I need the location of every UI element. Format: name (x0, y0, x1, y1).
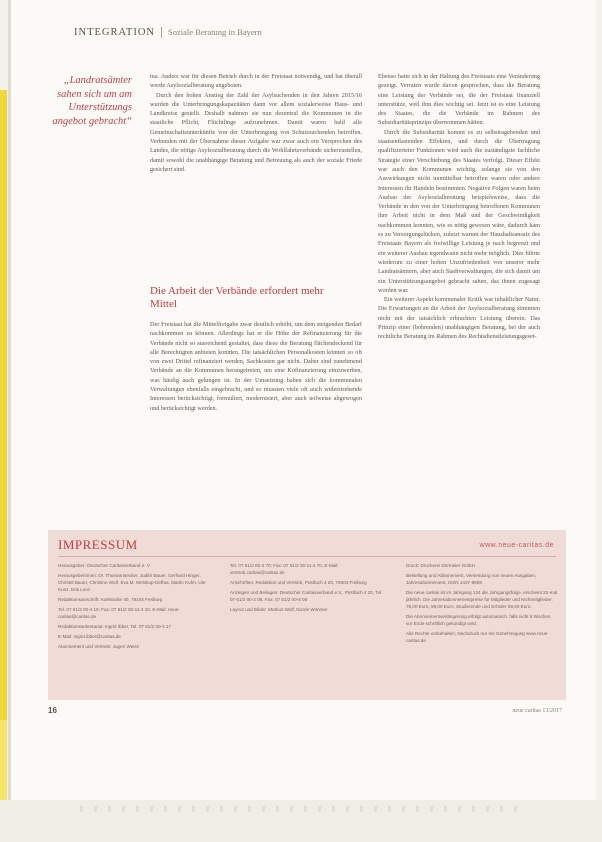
issue-label: neue caritas 13/2017 (512, 708, 562, 714)
impressum-line: Alle Rechte vorbehalten; Nachdruck nur mit Genehmigung www.neue-caritas.de (406, 631, 549, 643)
article-paragraph: Der Freistaat hat die Mittelfreigabe zwar deutlich erhöht, um dem steigenden Bedarf nachkommen zu können. Allerdings hat er die Höhe der Refinanzierung für die Verbände nicht so ausreichend gestaltet, dass diese die Beratung flächendeckend für alle Berechtigten anbieten konnten. Die tatsächlichen Personalkosten können so oft von zwei Drittel refinanziert werden, Sachkosten gar nicht. Daher sind zunehmend Verbände an die Kommunen herangetreten, um eine Kofinanzierung einzuwerben, was häufig auch gelungen ist. In der Umsetzung haben sich die kommunalen Verwaltungen ebenfalls eingebracht, und so mussten viele oft auch widerstrebende Interessen berücksichtigt, formuliert, modernisiert, aber auch teilweise abgewogen und berücksichtigt werden. (150, 321, 362, 412)
article-column-right (378, 72, 540, 342)
impressum-line: Redaktionsanschrift: Karlstraße 40, 79104 Freiburg (58, 597, 163, 602)
article-paragraph: Ebenso hatte sich in der Haltung des Freistaats eine Veränderung gezeigt. Verraten wurde davon gesprochen, dass die Beratung eine Leistung der Verbände sei, die der Freistaat finanziell unterstütze, weil ihm dies wichtig sei. Jetzt ist es eine Leistung des Staates, die die Verbände im Rahmen des Subsidiaritätsprinzips übernommen hätten. (378, 73, 540, 127)
impressum-divider (58, 556, 556, 557)
impressum-line: Abonnement und Vertrieb: Jugen Weiss (58, 644, 139, 649)
section-subtitle: Soziale Beratung in Bayern (168, 27, 262, 37)
impressum-line: Druck: Druckerei Dürmeier GmbH (406, 563, 475, 568)
impressum-line: Tel. 07 61/2 00-4 70; Fax: 07 61/2 00-11-4 70, E-Mail: vertrieb.caritas@caritas.de (230, 563, 339, 575)
impressum-line: Tel. 07 61/2 00-4 10; Fax: 07 61/2 00-11-4 10, E-Mail: neue-caritas@caritas.de (58, 607, 180, 619)
impressum-title: IMPRESSUM (58, 537, 138, 552)
scan-artifact (80, 806, 520, 812)
page-header (74, 24, 262, 40)
article-paragraph: Durch den hohen Anstieg der Zahl der Asylsuchenden in den Jahren 2015/16 wurden die Unterbringungskapazitäten dann vor allem sozialerweise Haus- und Landkreise gestellt. Deshalb nahmen sie nun dezentral die Kommunen in die staatliche Pflicht, Flüchtlinge aufzunehmen. Damit waren bald alle Gemeinschaftsunterkünfte von der Unterbringung von Schutzsuchenden betroffen. Verbunden mit der Übernahme dieser Aufgabe war zwar auch ein Versprechen des Landes, die nötige Asylsozialberatung durch die Wohlfahrtsverbände sicherzustellen, damit sowohl die unabhängige Beratung und Betreuung als auch der soziale Friede gesichert sind. (150, 91, 362, 173)
impressum-line: Herausgeberinnen: Dr. Thomas Becker, Judith Bauer, Gerhard Hinger, Christel Bauer, Christine Wolf, Eva M. Welskop-Deffaa, Martin Kuhn, Ute Kunz, Erik Lenz (58, 573, 206, 592)
impressum-line: Die neue caritas ist im Jahrgang 124 die Jahrgangsfolge, erscheint 22-mal jährlich. Die Jahresabonnementpreise für Mitglieder und Nichtmitglieder: 78,00 Euro, 98,00 Euro, Studierende und Schüler 59,00 Euro. (406, 590, 558, 609)
article-paragraph: Durch die Subsidiarität kommt es zu selbstragebenden und staatsentlastenden Effekten, und durch die Übertragung qualifizierteter Funktionen wird auch die zuständigste fachliche Strategie einer Verschiebung des Staates verfolgt. Dieser Effekt war auch den Kommunen wichtig, solange sie von den Auswirkungen nicht unmittelbar betroffen waren oder andere Interessen ihr Handeln bestimmten. Negative Folgen waren beim Ausbau der Asylsozialberatung beispielsweise, dass die Verbände in den von der Unterbringung betroffenen Kommunen ihre Arbeit nicht in dem Maß und der Geschwindigkeit nachkommen konnten, wie es nötig gewesen wäre, dadurch kam es zu Versorgungslücken, zuletzt warum der Haushaltsansatz des Freistaats Bayern als freiwillige Leistung je nach begrenzt und ein weiterer Ausbau irgendwann nicht mehr möglich. Dies führte wiederum zu einer hohen Unzufriedenheit von unserer mehr Landratsämtern, aber auch Stadtverwaltungen, die sich damit um ein Unterstützungsangebot gebracht sahen, das ihnen zugesagt worden war. (378, 128, 540, 294)
impressum-column-2 (230, 562, 388, 616)
page-number: 16 (48, 706, 57, 715)
impressum-line: Herausgeber: Deutscher Caritasverband e. V. (58, 563, 151, 568)
impressum-line: Die Abonnementverlängerung erfolgt automatisch, falls nicht 6 Wochen vor Ende schriftlich gekündigt wird. (406, 614, 551, 626)
impressum-line: Bestellung und Abbonement, Versendung von neuen Ausgaben, Jahresabonnement, ISSN 1437-9959 (406, 573, 537, 585)
impressum-line: Layout und Bilder: Markus Wolf, Nicole Wimmer (230, 607, 328, 612)
impressum-box (48, 530, 566, 700)
article-column-left-upper (150, 72, 362, 174)
impressum-column-1 (58, 562, 216, 653)
pull-quote: „Landratsämter sahen sich um am Unterstützungs angebot gebracht“ (52, 75, 132, 127)
page-edge-shadow (8, 0, 11, 800)
impressum-column-3 (406, 562, 558, 647)
article-paragraph: ma. Anders war für diesen Betrieb durch in der Freistaat notwendig, und hat überall werde Asylsozialberatung angeboten. (150, 73, 362, 90)
section-title: INTEGRATION (74, 26, 155, 38)
impressum-line: Anschriften: Redaktion und Vertrieb, Postfach 4 20, 79004 Freiburg (230, 580, 367, 585)
binding-strip (0, 90, 7, 790)
impressum-line: Redaktionssekretariat: Ingrid Ibber, Tel. 07 61/2 00-4 17 (58, 624, 172, 629)
binding-strip-lower (0, 720, 7, 800)
article-subheading: Die Arbeit der Verbände erfordert mehr Mittel (150, 285, 324, 310)
header-divider (161, 27, 162, 38)
impressum-line: E-Mail: ingrid.ibber@caritas.de (58, 634, 121, 639)
article-column-left-lower (150, 320, 362, 413)
impressum-url[interactable]: www.neue-caritas.de (479, 542, 554, 549)
article-paragraph: Ein weiterer Aspekt kommunaler Kritik war inhaltlicher Natur. Die Erwartungen an die Arbeit der Asylsozialberatung stimmten nicht mit der tatsächlich erbrachten Leistung überein. Das Prinzip einer (bohrenden) unabhängigen Beratung, bei der auch rechtliche Beratung im Rahmen des Rechtsdienstleistungsgeset- (378, 296, 540, 341)
impressum-line: Anzeigen und Beilagen: Deutscher Caritasverband e.V., Postfach 4 20, Tel. 07 61/2 00-2 08, Fax: 07 61/2 00-5 08 (230, 590, 383, 602)
